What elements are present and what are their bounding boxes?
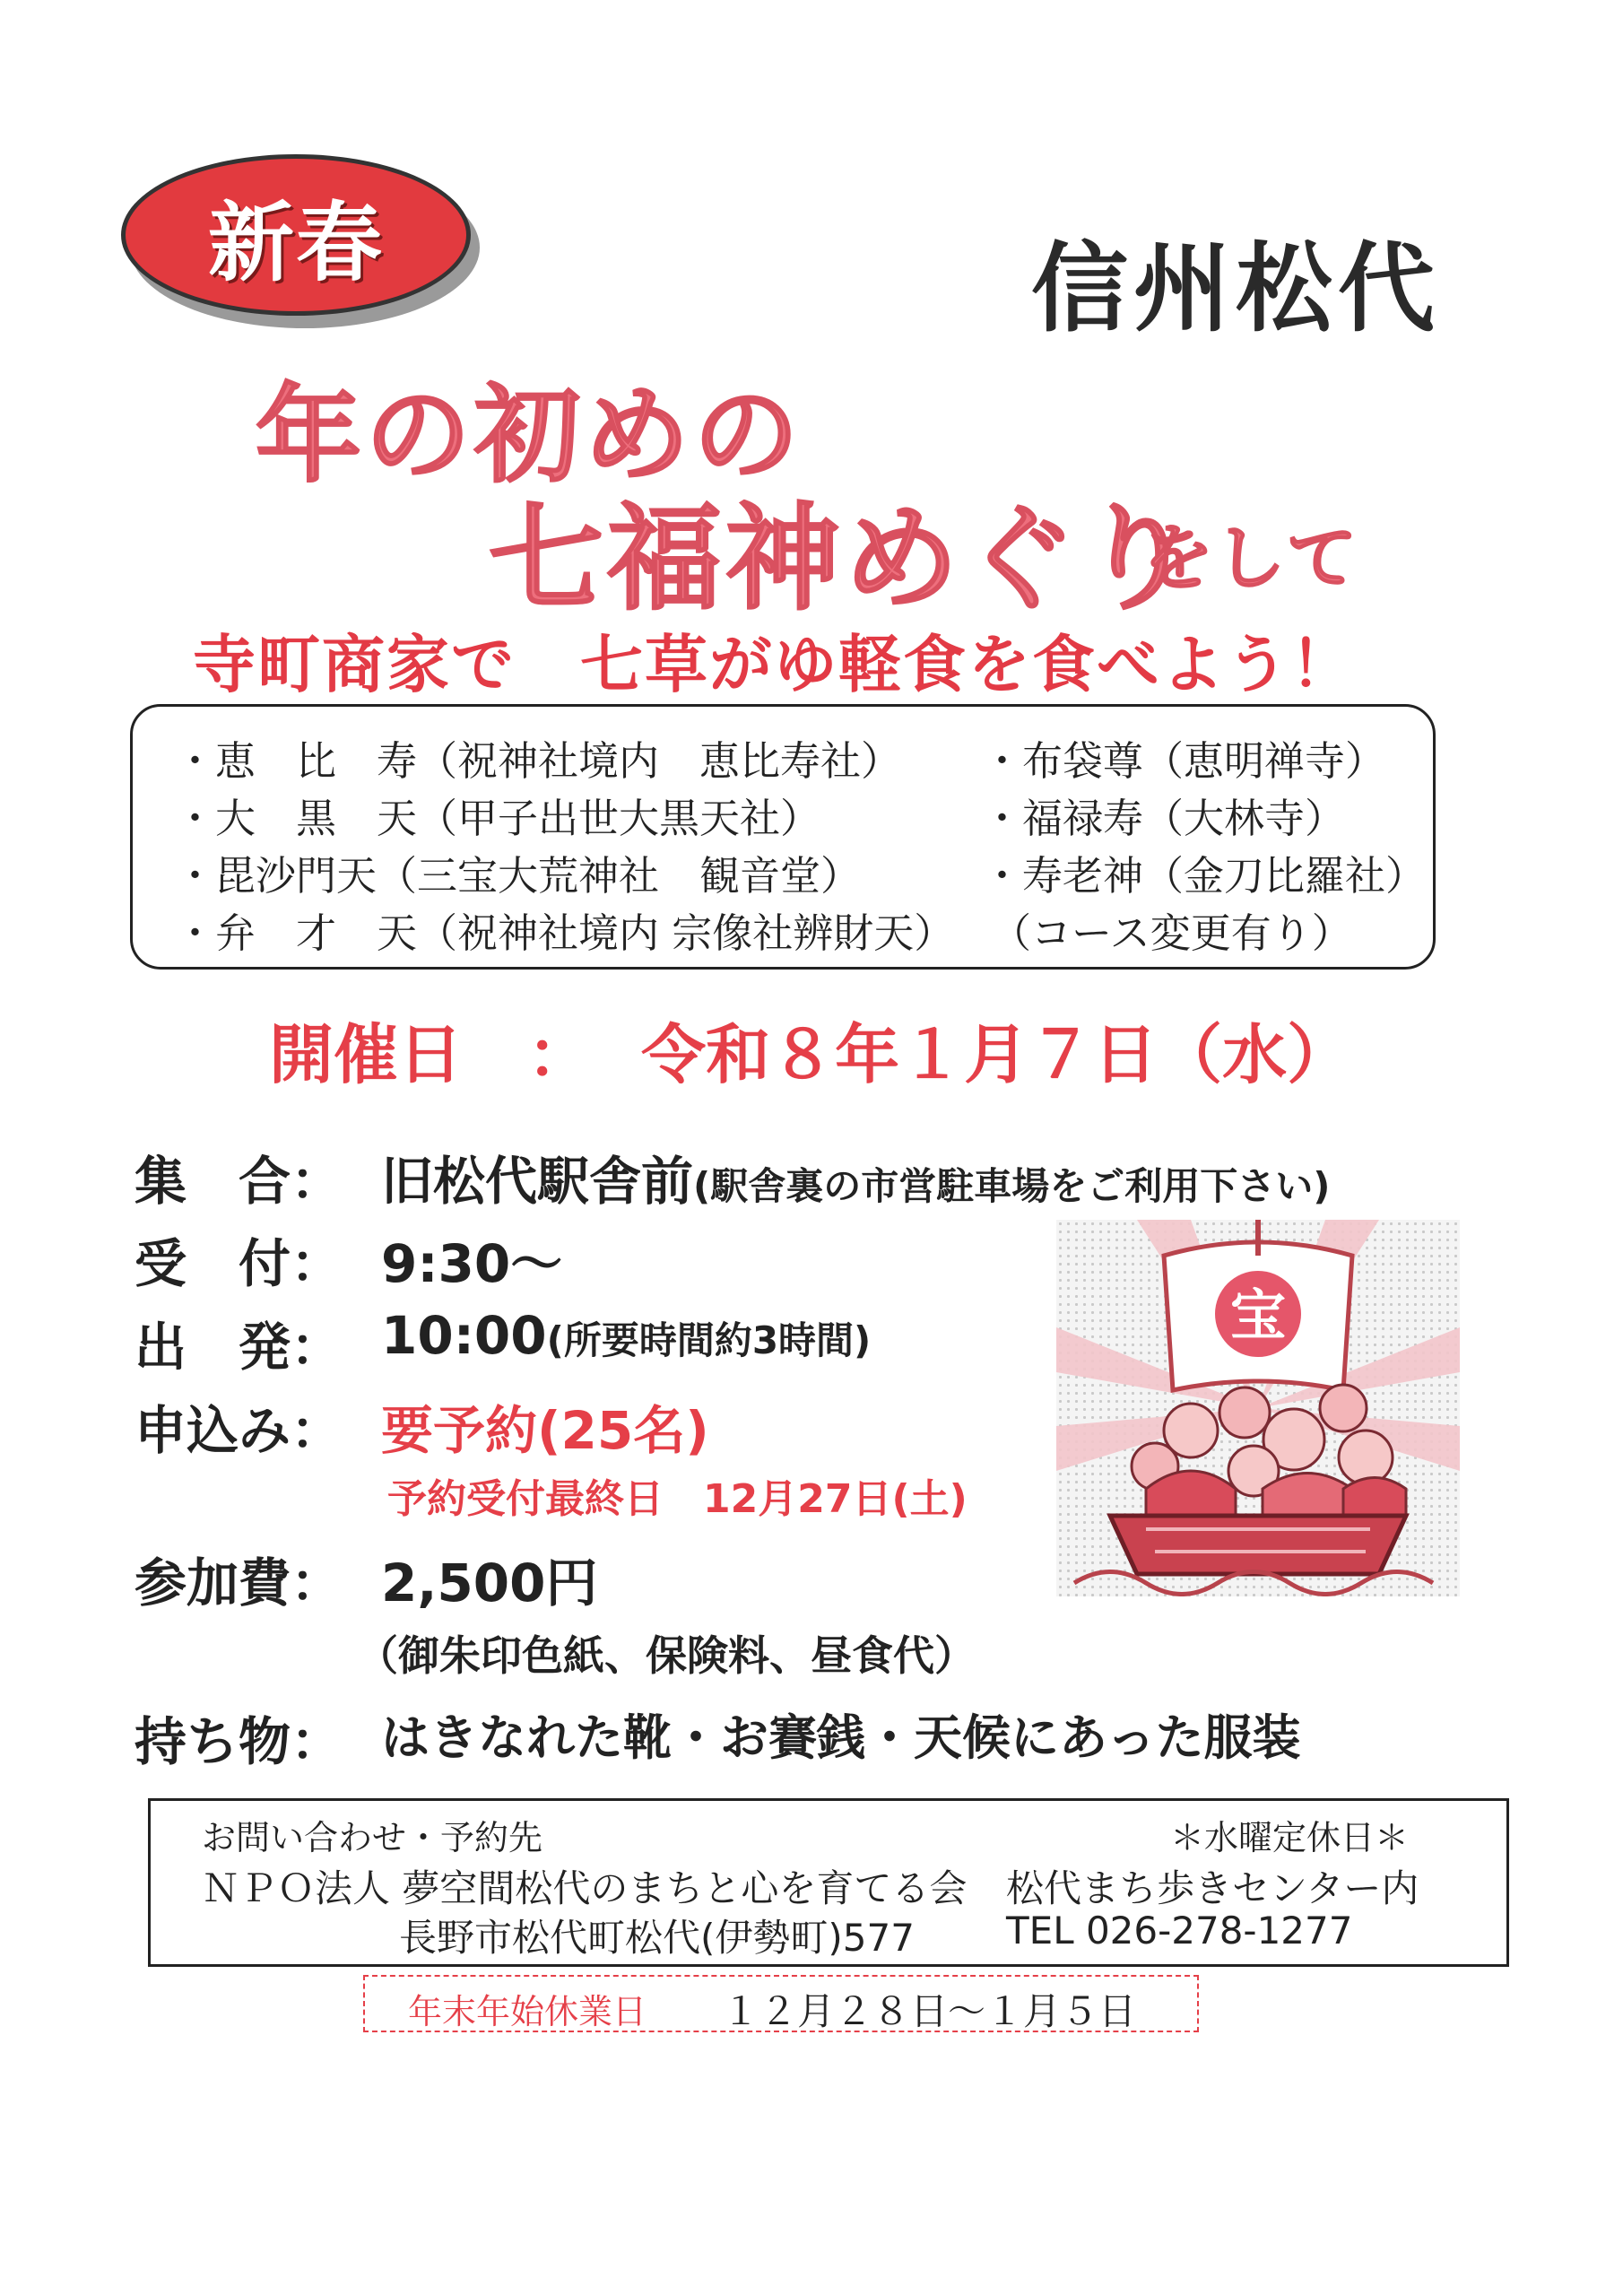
departure-value bbox=[381, 1305, 871, 1366]
deity-right-4: （コース変更有り） bbox=[991, 909, 1352, 957]
title-line-2: 七福神めぐり bbox=[489, 492, 1200, 626]
reception-label: 受 付： bbox=[135, 1233, 343, 1294]
deity-left-2: ・大 黒 天（甲子出世大黒天社） bbox=[175, 795, 821, 842]
reception-value: 9:30〜 bbox=[381, 1233, 563, 1294]
deity-right-3: ・寿老神（金刀比羅社） bbox=[982, 852, 1427, 900]
meeting-label: 集 合： bbox=[135, 1151, 343, 1212]
sail-character: 宝 bbox=[1229, 1283, 1287, 1348]
fee-label: 参加費： bbox=[135, 1552, 343, 1613]
departure-label: 出 発： bbox=[135, 1317, 343, 1378]
contact-address: 長野市松代町松代(伊勢町)577 bbox=[399, 1916, 915, 1960]
holiday-value: １２月２８日〜１月５日 bbox=[722, 1989, 1137, 2033]
departure-note: (所要時間約3時間) bbox=[546, 1318, 872, 1362]
subtitle: 寺町商家で 七草がゆ軽食を食べよう！ bbox=[193, 628, 1355, 701]
seven-gods-ship-illustration bbox=[1056, 1220, 1460, 1596]
fee-value: 2,500円 bbox=[381, 1552, 598, 1613]
title-line-2-tail: をして bbox=[1143, 518, 1359, 599]
treasure-ship-icon bbox=[1056, 1220, 1460, 1596]
meeting-place: 旧松代駅舎前 bbox=[381, 1151, 694, 1212]
contact-center: 松代まち歩きセンター内 bbox=[1006, 1866, 1419, 1910]
meeting-note: (駅舎裏の市営駐車場をご利用下さい) bbox=[693, 1164, 1331, 1208]
meeting-value bbox=[381, 1139, 1330, 1214]
title-line-1: 年の初めの bbox=[256, 373, 803, 497]
closed-day: ＊水曜定休日＊ bbox=[1170, 1818, 1410, 1857]
contact-org: ＮＰＯ法人 夢空間松代のまちと心を育てる会 bbox=[202, 1866, 968, 1910]
fee-note: （御朱印色紙、保険料、昼食代） bbox=[357, 1631, 976, 1680]
contact-heading: お問い合わせ・予約先 bbox=[202, 1818, 543, 1857]
application-label: 申込み： bbox=[135, 1400, 343, 1461]
application-deadline: 予約受付最終日 12月27日(土) bbox=[387, 1476, 968, 1522]
application-value: 要予約(25名) bbox=[381, 1400, 709, 1461]
deity-left-4: ・弁 才 天（祝神社境内 宗像社辨財天） bbox=[175, 909, 955, 957]
contact-tel: TEL 026-278-1277 bbox=[1006, 1909, 1353, 1952]
deity-right-1: ・布袋尊（恵明禅寺） bbox=[982, 737, 1386, 785]
holiday-label: 年末年始休業日 bbox=[408, 1992, 647, 2031]
badge-text: 新春 bbox=[208, 193, 384, 293]
event-date-value: 令和８年１月７日（水） bbox=[641, 1017, 1352, 1092]
deity-left-3: ・毘沙門天（三宝大荒神社 観音堂） bbox=[175, 852, 862, 900]
belongings-label: 持ち物： bbox=[135, 1711, 343, 1772]
departure-time: 10:00 bbox=[381, 1305, 547, 1366]
deity-left-1: ・恵 比 寿（祝神社境内 恵比寿社） bbox=[175, 737, 902, 785]
deity-right-2: ・福禄寿（大林寺） bbox=[982, 795, 1346, 842]
event-date-row bbox=[269, 1003, 1351, 1096]
event-date-label: 開催日 ： bbox=[269, 1017, 593, 1092]
belongings-value: はきなれた靴・お賽銭・天候にあった服装 bbox=[381, 1709, 1301, 1766]
place-name: 信州松代 bbox=[1031, 233, 1441, 345]
